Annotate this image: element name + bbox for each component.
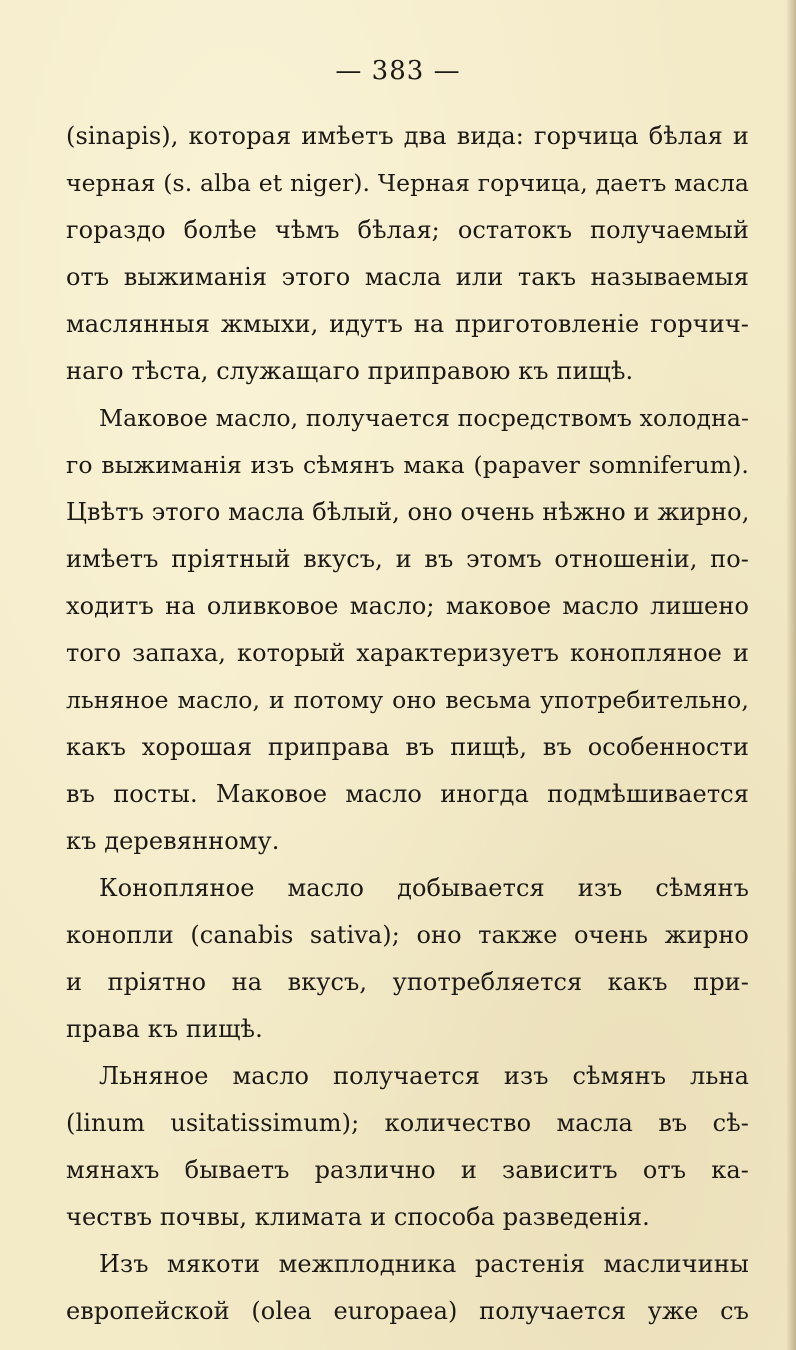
- page-edge-shadow: [786, 0, 796, 1350]
- text-line: маслянныя жмыхи, идутъ на приготовленіе горчич-: [66, 310, 749, 338]
- text-line: (sinapis), которая имѣетъ два вида: горчица бѣлая и: [66, 122, 749, 150]
- text-line: гораздо болѣе чѣмъ бѣлая; остатокъ получаемый: [66, 216, 749, 244]
- text-line: конопли (canabis sativa); оно также очень жирно: [66, 921, 749, 949]
- text-line: наго тѣста, служащаго приправою къ пищѣ.: [66, 357, 634, 385]
- text-line: того запаха, который характеризуетъ конопляное и: [66, 639, 749, 667]
- text-line: какъ хорошая приправа въ пищѣ, въ особенности: [66, 733, 749, 761]
- page-number: — 383 —: [335, 56, 461, 86]
- text-line: (linum usitatissimum); количество масла въ сѣ-: [66, 1109, 749, 1137]
- text-line: отъ выжиманія этого масла или такъ называемыя: [66, 263, 749, 291]
- text-line: Льняное масло получается изъ сѣмянъ льна: [99, 1062, 749, 1090]
- text-line: къ деревянному.: [66, 827, 280, 855]
- text-line: права къ пищѣ.: [66, 1015, 263, 1043]
- text-line: го выжиманія изъ сѣмянъ мака (papaver somniferum).: [66, 451, 749, 479]
- text-line: Конопляное масло добывается изъ сѣмянъ: [99, 874, 749, 902]
- text-line: европейской (olea europaea) получается уже съ: [66, 1297, 749, 1325]
- text-line: ходитъ на оливковое масло; маковое масло лишено: [66, 592, 749, 620]
- text-line: Цвѣтъ этого масла бѣлый, оно очень нѣжно и жирно,: [66, 498, 750, 526]
- text-line: черная (s. alba et niger). Черная горчица, даетъ масла: [66, 169, 749, 197]
- text-line: Маковое масло, получается посредствомъ холодна-: [99, 404, 749, 432]
- text-line: имѣетъ пріятный вкусъ, и въ этомъ отношеніи, по-: [66, 545, 749, 573]
- text-line: чествъ почвы, климата и способа разведенія.: [66, 1203, 650, 1231]
- text-line: мянахъ бываетъ различно и зависитъ отъ ка-: [66, 1156, 749, 1184]
- text-line: льняное масло, и потому оно весьма употребительно,: [66, 686, 749, 714]
- text-line: и пріятно на вкусъ, употребляется какъ при-: [66, 968, 749, 996]
- text-line: въ посты. Маковое масло иногда подмѣшивается: [66, 780, 749, 808]
- body-text: [66, 113, 749, 1335]
- text-line: Изъ мякоти межплодника растенія масличины: [99, 1250, 749, 1278]
